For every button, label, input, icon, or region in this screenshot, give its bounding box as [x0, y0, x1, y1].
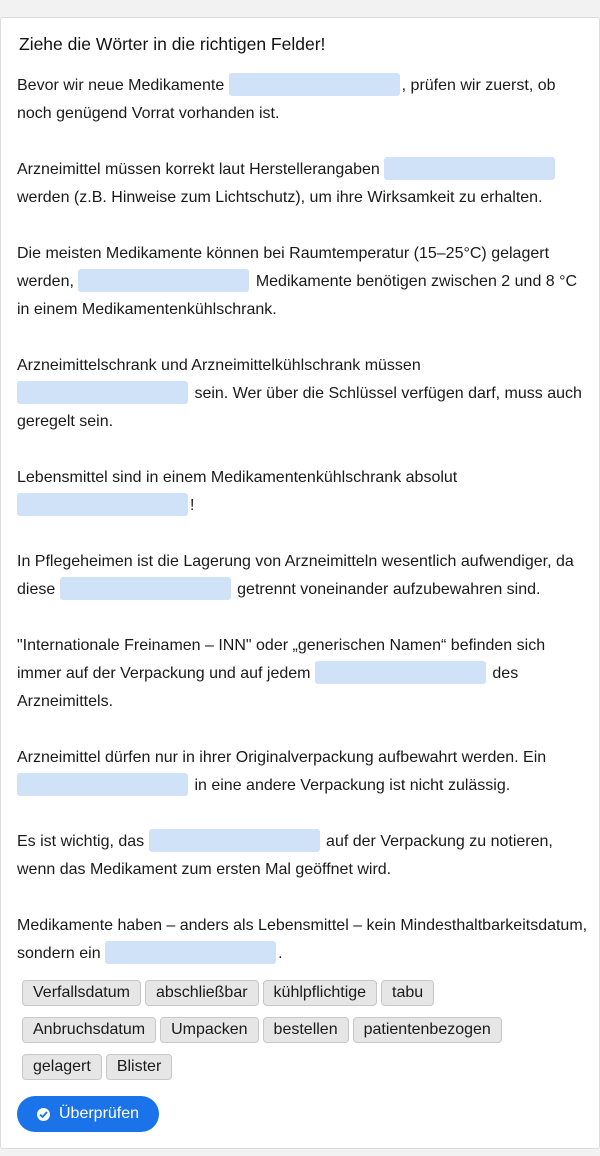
- draggable-word[interactable]: Umpacken: [160, 1017, 258, 1043]
- sentence-4: Arzneimittelschrank und Arzneimittelkühlschrank müssen sein. Wer über die Schlüssel verfügen darf, muss auch geregelt sein.: [17, 357, 582, 430]
- draggable-word[interactable]: kühlpflichtige: [263, 980, 378, 1006]
- drop-zone-5[interactable]: [17, 493, 188, 516]
- checkmark-icon: [37, 1108, 50, 1121]
- drop-zone-4[interactable]: [17, 381, 188, 404]
- drop-zone-3[interactable]: [78, 269, 249, 292]
- drop-zone-8[interactable]: [17, 773, 188, 796]
- draggable-word[interactable]: Verfallsdatum: [22, 980, 141, 1006]
- check-button[interactable]: [17, 1096, 159, 1132]
- sentence-5: Lebensmittel sind in einem Medikamentenkühlschrank absolut !: [17, 469, 458, 514]
- sentence-10: Medikamente haben – anders als Lebensmittel – kein Mindesthaltbarkeitsdatum, sondern ein .: [17, 917, 588, 962]
- sentence-8: Arzneimittel dürfen nur in ihrer Originalverpackung aufbewahrt werden. Ein in eine andere Verpackung ist nicht zulässig.: [17, 749, 547, 794]
- sentence-6: In Pflegeheimen ist die Lagerung von Arzneimitteln wesentlich aufwendiger, da diese getrennt voneinander aufzubewahren sind.: [17, 553, 574, 598]
- sentence-7: "Internationale Freinamen – INN" oder „generischen Namen“ befinden sich immer auf der Verpackung und auf jedem des Arzneimittels.: [17, 637, 546, 710]
- drop-zone-1[interactable]: [229, 73, 400, 96]
- drop-zone-2[interactable]: [384, 157, 555, 180]
- draggable-word[interactable]: bestellen: [263, 1017, 349, 1043]
- draggable-word[interactable]: patientenbezogen: [353, 1017, 502, 1043]
- word-bank: [22, 980, 582, 1091]
- sentence-1: Bevor wir neue Medikamente , prüfen wir zuerst, ob noch genügend Vorrat vorhanden ist.: [17, 72, 589, 128]
- draggable-word[interactable]: gelagert: [22, 1054, 102, 1080]
- exercise-title: Ziehe die Wörter in die richtigen Felder!: [19, 34, 326, 54]
- sentence-9: Es ist wichtig, das auf der Verpackung zu notieren, wenn das Medikament zum ersten Mal geöffnet wird.: [17, 828, 589, 884]
- draggable-word[interactable]: Blister: [106, 1054, 172, 1080]
- draggable-word[interactable]: tabu: [381, 980, 434, 1006]
- drop-zone-6[interactable]: [60, 577, 231, 600]
- sentence-3: Die meisten Medikamente können bei Raumtemperatur (15–25°C) gelagert werden, Medikamente benötigen zwischen 2 und 8 °C in einem Medikamentenkühlschrank.: [17, 245, 578, 318]
- drop-zone-9[interactable]: [149, 829, 320, 852]
- draggable-word[interactable]: abschließbar: [145, 980, 259, 1006]
- cloze-text: [17, 72, 589, 996]
- check-button-label: Überprüfen: [59, 1105, 140, 1122]
- drop-zone-10[interactable]: [105, 941, 276, 964]
- drop-zone-7[interactable]: [315, 661, 486, 684]
- draggable-word[interactable]: Anbruchsdatum: [22, 1017, 156, 1043]
- sentence-2: Arzneimittel müssen korrekt laut Herstellerangaben werden (z.B. Hinweise zum Lichtschutz), um ihre Wirksamkeit zu erhalten.: [17, 156, 589, 212]
